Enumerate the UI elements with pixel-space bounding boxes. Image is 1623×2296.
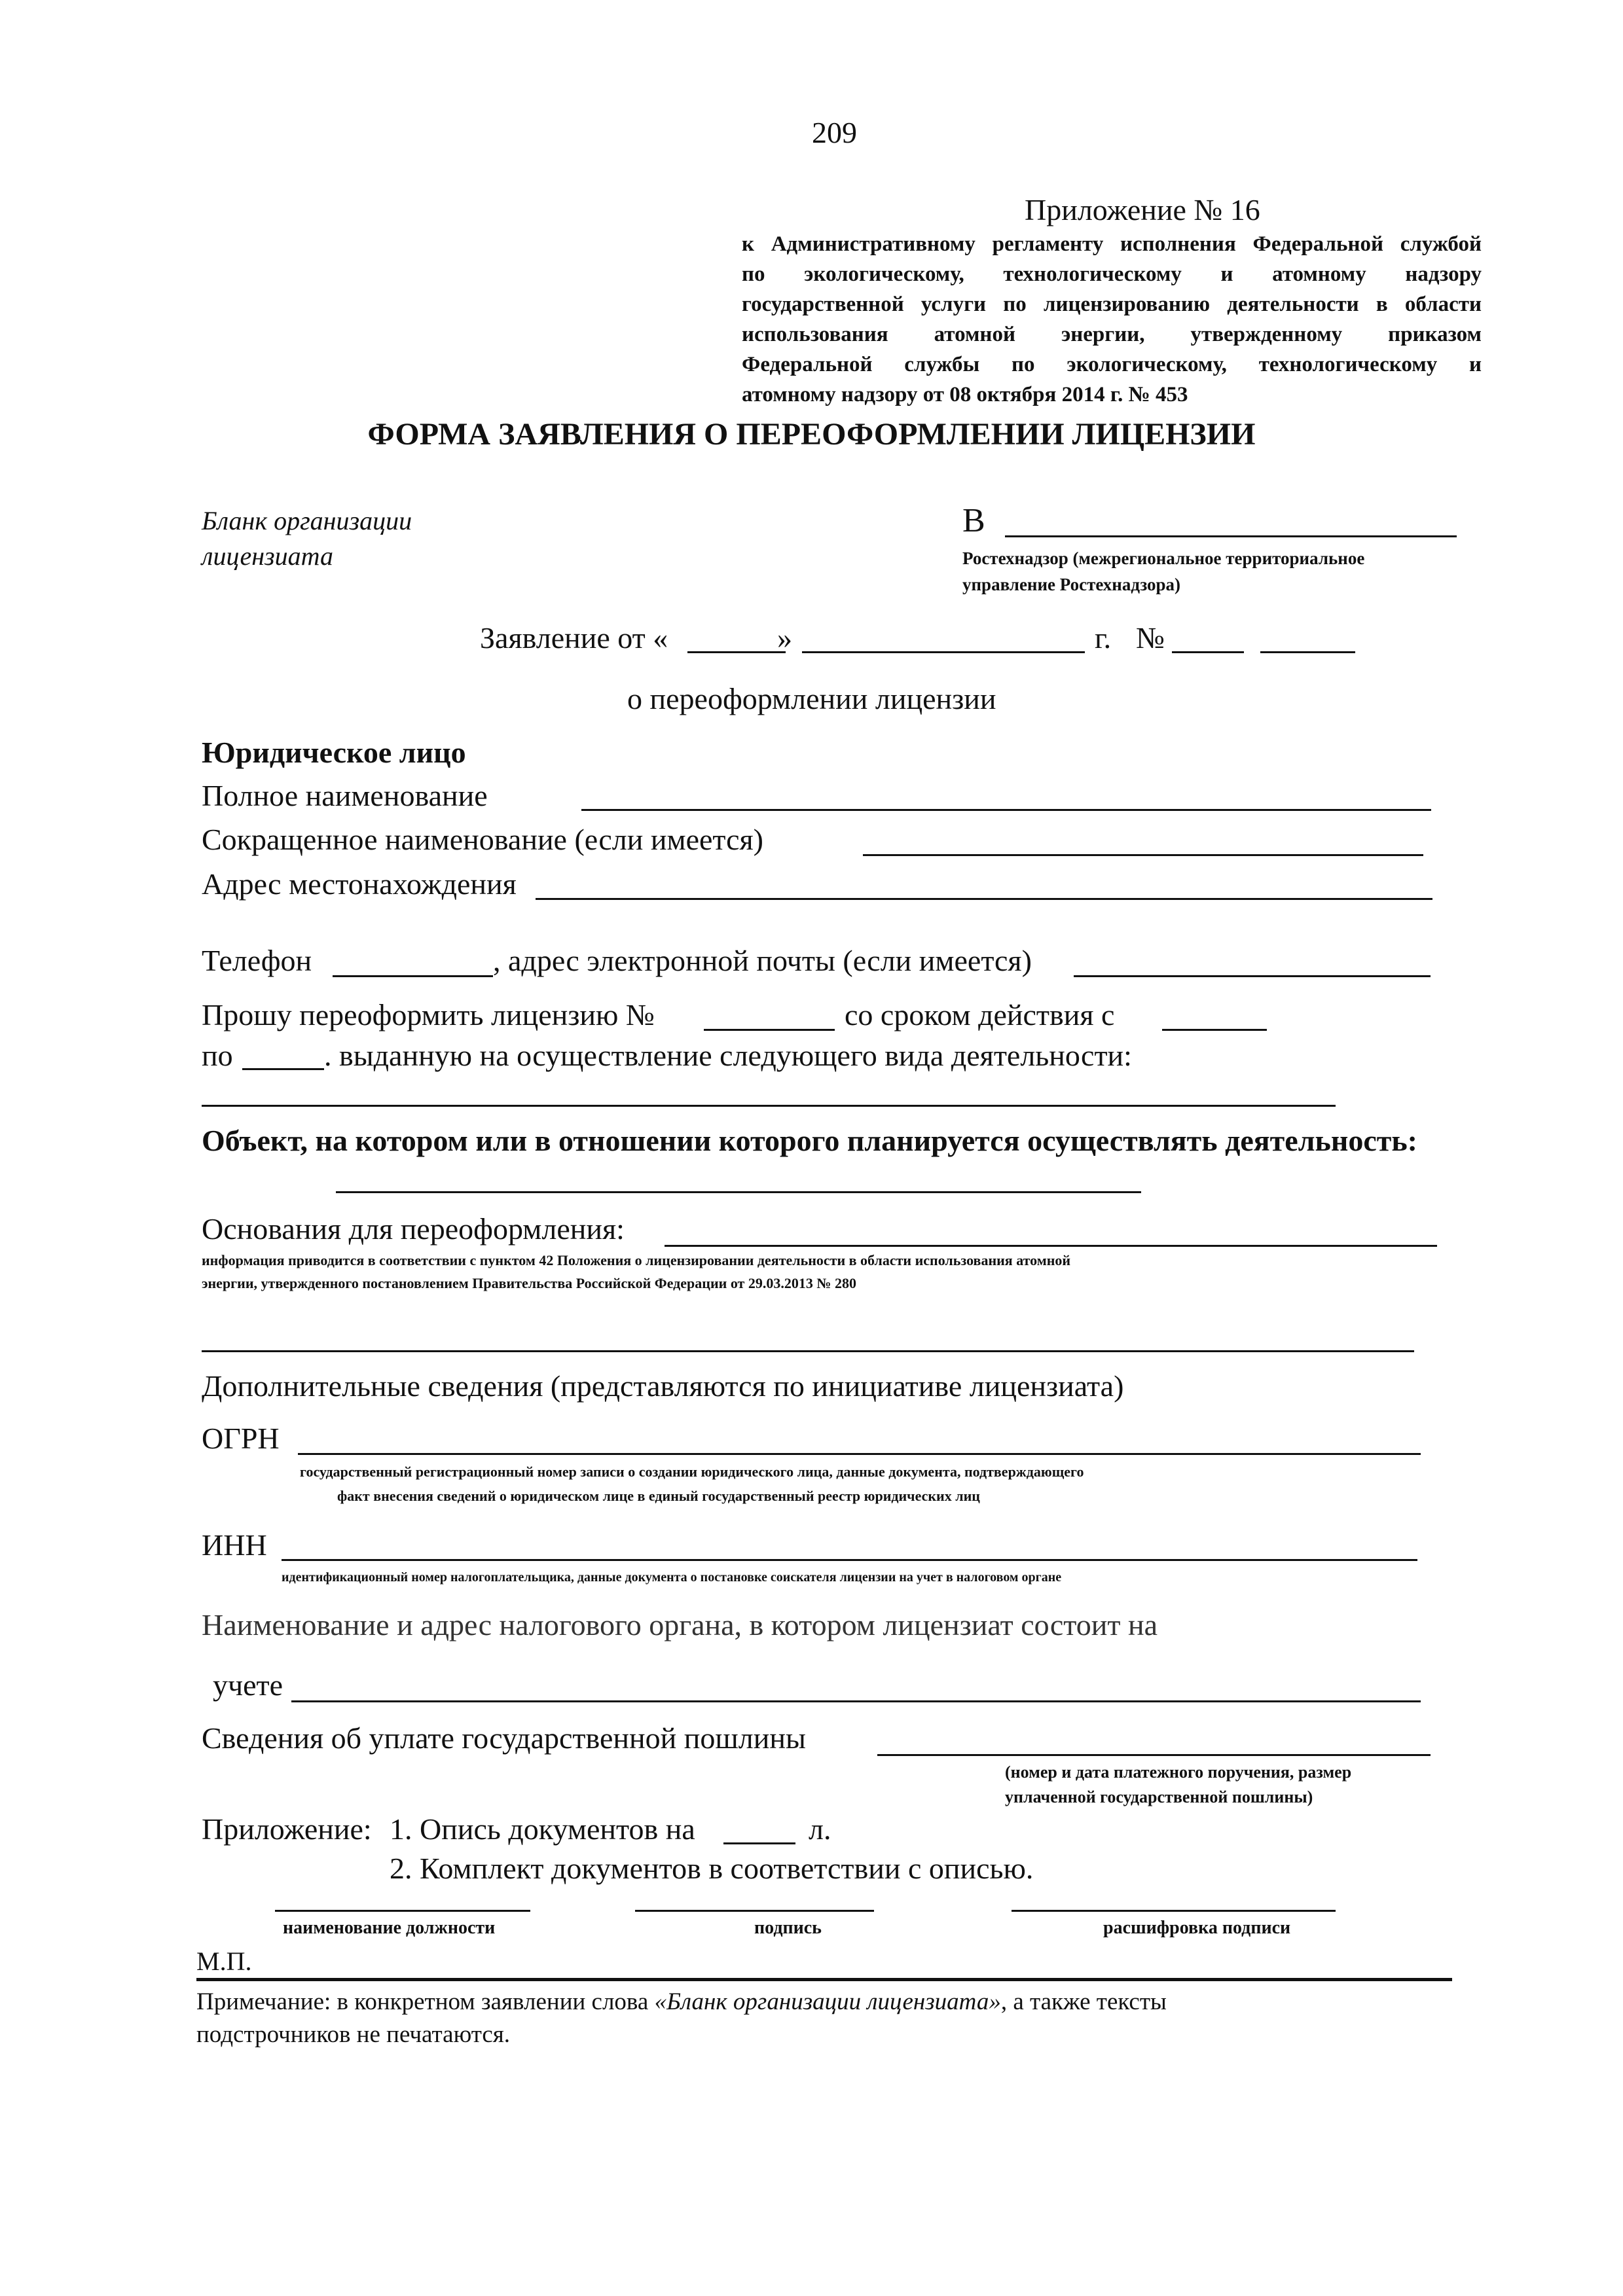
- recipient-field[interactable]: [1005, 535, 1457, 537]
- number-field[interactable]: [1172, 651, 1244, 653]
- statement-subtitle: о переоформлении лицензии: [627, 682, 996, 715]
- appendix-line: Федеральной службы по экологическому, технологическому и: [742, 353, 1482, 376]
- month-year-field[interactable]: [802, 651, 1085, 653]
- duty-note: уплаченной государственной пошлины): [1005, 1787, 1313, 1806]
- signature-label: подпись: [754, 1918, 822, 1938]
- decode-label: расшифровка подписи: [1103, 1918, 1291, 1938]
- number-field-2[interactable]: [1260, 651, 1355, 653]
- appendix-line: использования атомной энергии, утвержденному приказом: [742, 323, 1482, 346]
- signature-field[interactable]: [635, 1910, 874, 1912]
- grounds-label: Основания для переоформления:: [202, 1212, 625, 1246]
- appendix-line: государственной услуги по лицензированию деятельности в области: [742, 293, 1482, 316]
- phone-field[interactable]: [333, 975, 493, 977]
- letterhead-line1: Бланк организации: [202, 506, 412, 535]
- appendix-title: Приложение № 16: [1025, 193, 1260, 226]
- object-label: Объект, на котором или в отношении которого планируется осуществлять деятельность:: [202, 1124, 1417, 1157]
- pages-count-field[interactable]: [723, 1842, 795, 1844]
- appendix-line: атомному надзору от 08 октября 2014 г. № 453: [742, 383, 1188, 406]
- appendix-line: к Административному регламенту исполнения Федеральной службой: [742, 232, 1482, 256]
- validity-label: со сроком действия с: [845, 998, 1115, 1031]
- duty-note: (номер и дата платежного поручения, размер: [1005, 1763, 1352, 1782]
- grounds-note: энергии, утвержденного постановлением Правительства Российской Федерации от 29.03.2013 № 280: [202, 1275, 856, 1291]
- activity-field[interactable]: [202, 1105, 1336, 1107]
- pages-unit: л.: [809, 1812, 831, 1846]
- validity-to-label: по: [202, 1039, 233, 1072]
- footnote-italic: «Бланк организации лицензиата»: [654, 1988, 1001, 2015]
- inn-label: ИНН: [202, 1528, 267, 1562]
- license-number-field[interactable]: [704, 1029, 835, 1031]
- inn-note: идентификационный номер налогоплательщика, данные документа о постановке соискателя лицензии на учет в налоговом органе: [282, 1570, 1062, 1585]
- footer-divider: [196, 1978, 1452, 1981]
- object-field[interactable]: [336, 1191, 1141, 1193]
- duty-label: Сведения об уплате государственной пошлины: [202, 1721, 806, 1755]
- full-name-field[interactable]: [581, 809, 1431, 811]
- footnote-line-1: [196, 1990, 1167, 2014]
- form-title: ФОРМА ЗАЯВЛЕНИЯ О ПЕРЕОФОРМЛЕНИИ ЛИЦЕНЗИИ: [367, 417, 1256, 452]
- day-field[interactable]: [687, 651, 786, 653]
- statement-year: г.: [1095, 621, 1112, 655]
- short-name-field[interactable]: [863, 854, 1423, 856]
- footnote-text: , а также тексты: [1000, 1988, 1167, 2015]
- validity-to-field[interactable]: [242, 1068, 324, 1070]
- inn-field[interactable]: [282, 1559, 1417, 1561]
- statement-prefix: Заявление от «: [480, 621, 668, 655]
- tax-office-field[interactable]: [291, 1700, 1421, 1702]
- activity-label: . выданную на осуществление следующего вида деятельности:: [324, 1039, 1132, 1072]
- recipient-hint: Ростехнадзор (межрегиональное территориальное: [962, 548, 1365, 568]
- request-label: Прошу переоформить лицензию №: [202, 998, 655, 1031]
- attachment-item-1: 1. Опись документов на: [390, 1812, 695, 1846]
- stamp-label: М.П.: [196, 1946, 252, 1976]
- position-field[interactable]: [275, 1910, 530, 1912]
- duty-field[interactable]: [877, 1754, 1431, 1756]
- letterhead-line2: лицензиата: [202, 541, 334, 571]
- attachments-label: Приложение:: [202, 1812, 372, 1846]
- email-label: , адрес электронной почты (если имеется): [493, 944, 1032, 977]
- phone-label: Телефон: [202, 944, 312, 977]
- address-label: Адрес местонахождения: [202, 867, 517, 901]
- grounds-field[interactable]: [665, 1245, 1437, 1247]
- appendix-text: [742, 229, 1482, 410]
- tax-office-label-2: учете: [213, 1668, 283, 1702]
- grounds-note: информация приводится в соответствии с пунктом 42 Положения о лицензировании деятельности в области использования атомной: [202, 1252, 1071, 1268]
- appendix-line: по экологическому, технологическому и атомному надзору: [742, 262, 1482, 286]
- attachment-item-2: 2. Комплект документов в соответствии с описью.: [390, 1852, 1034, 1885]
- ogrn-note: государственный регистрационный номер записи о создании юридического лица, данные документа, подтверждающего: [300, 1463, 1084, 1480]
- footnote-line-2: подстрочников не печатаются.: [196, 2021, 511, 2048]
- ogrn-note: факт внесения сведений о юридическом лице в единый государственный реестр юридических лиц: [337, 1488, 980, 1504]
- recipient-prefix: В: [962, 502, 985, 539]
- statement-number: №: [1136, 621, 1165, 655]
- additional-heading: Дополнительные сведения (представляются по инициативе лицензиата): [202, 1369, 1124, 1403]
- full-name-label: Полное наименование: [202, 779, 488, 812]
- grounds-field-2[interactable]: [202, 1350, 1414, 1352]
- recipient-hint: управление Ростехнадзора): [962, 575, 1181, 594]
- address-field[interactable]: [536, 898, 1432, 900]
- ogrn-label: ОГРН: [202, 1422, 280, 1455]
- page-number: 209: [812, 116, 857, 149]
- statement-quote: »: [777, 621, 792, 655]
- position-label: наименование должности: [283, 1918, 496, 1938]
- validity-from-field[interactable]: [1162, 1029, 1267, 1031]
- entity-heading: Юридическое лицо: [202, 736, 466, 769]
- decode-field[interactable]: [1012, 1910, 1336, 1912]
- short-name-label: Сокращенное наименование (если имеется): [202, 823, 763, 856]
- email-field[interactable]: [1074, 975, 1431, 977]
- tax-office-label: Наименование и адрес налогового органа, в котором лицензиат состоит на: [202, 1608, 1158, 1641]
- footnote-text: Примечание: в конкретном заявлении слова: [196, 1988, 649, 2015]
- ogrn-field[interactable]: [298, 1453, 1421, 1455]
